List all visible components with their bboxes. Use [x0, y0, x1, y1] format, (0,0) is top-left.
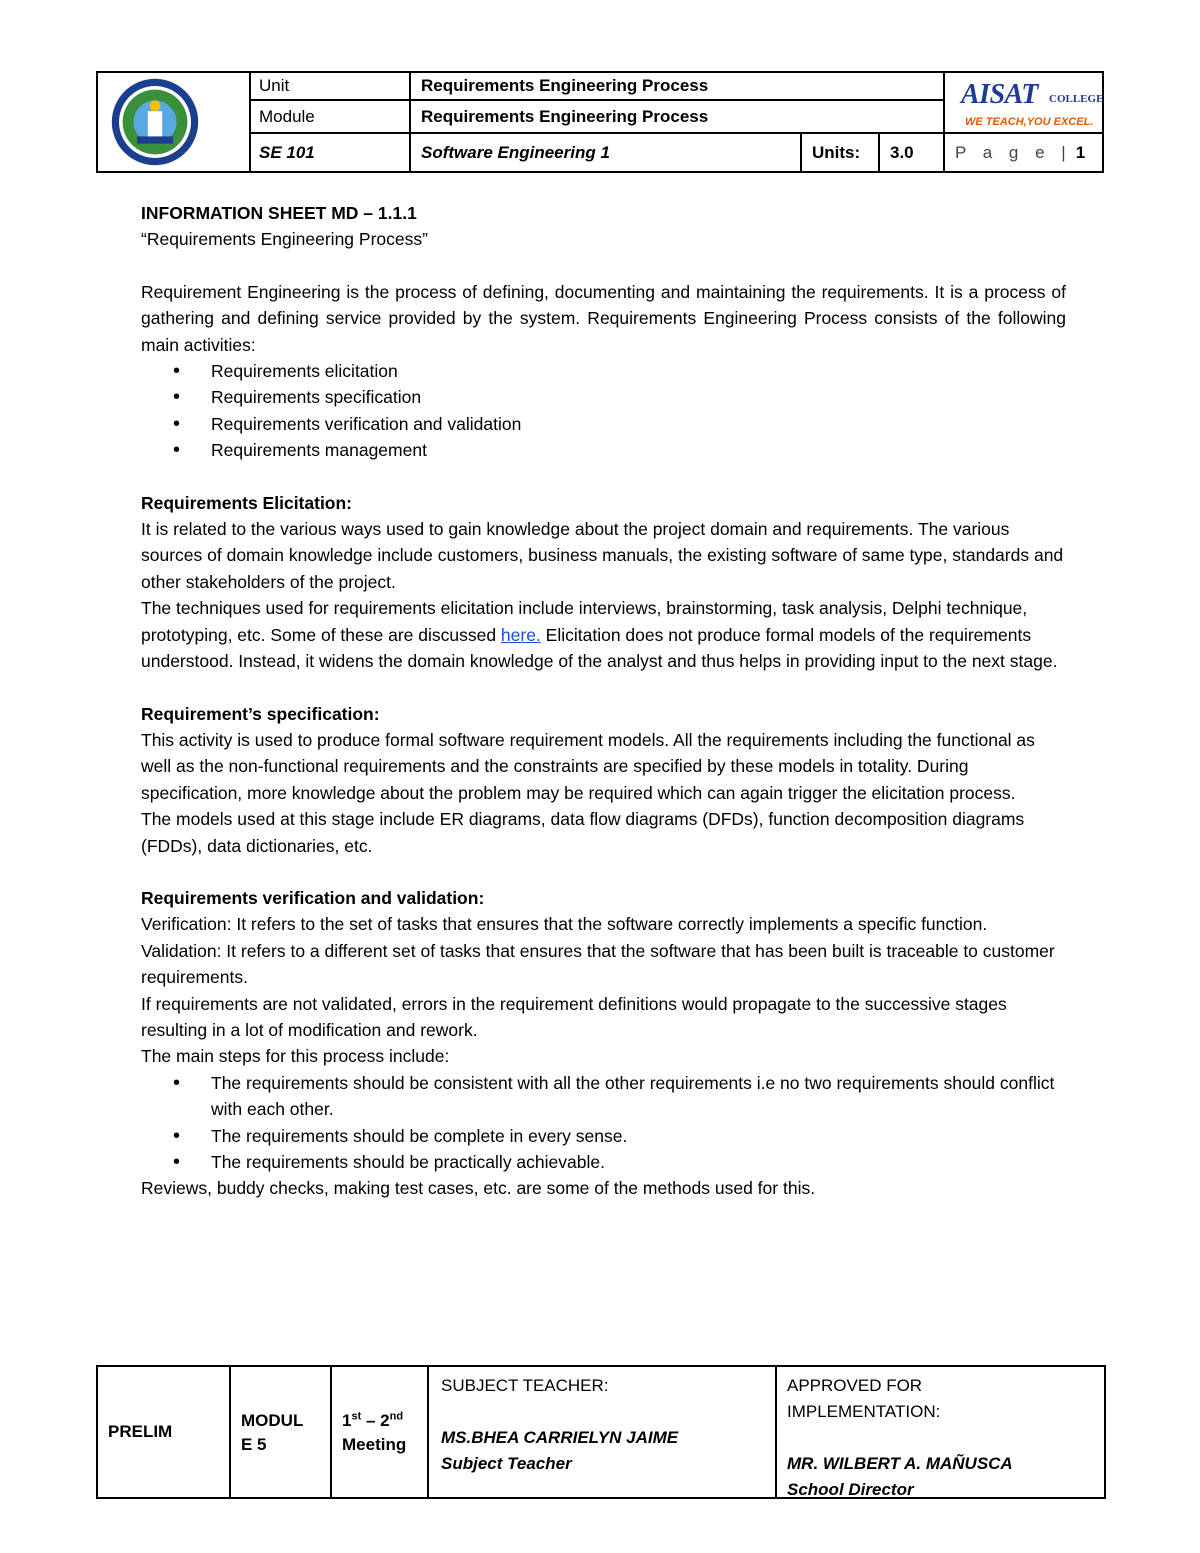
page-label: P a g e | [955, 142, 1072, 162]
meeting-cell [332, 1367, 429, 1497]
specification-heading: Requirement’s specification: [141, 703, 380, 724]
intro-paragraph: Requirement Engineering is the process of defining, documenting and maintaining the requirements. It is a process of gathering and defining service provided by the system. Requirements Engineering Process consists of the following main activities: [141, 281, 1066, 355]
teacher-name: MS.BHEA CARRIELYN JAIME [441, 1428, 679, 1447]
module-text-a: MODUL [241, 1411, 304, 1430]
verification-heading: Requirements verification and validation: [141, 887, 485, 908]
director-name: MR. WILBERT A. MAÑUSCA [787, 1454, 1013, 1473]
document-footer [96, 1365, 1106, 1499]
module-text-b: E 5 [241, 1435, 267, 1454]
list-item: • Requirements elicitation [141, 358, 1066, 384]
aisat-logo [945, 73, 1102, 134]
unit-label: Unit [249, 73, 411, 99]
verification-paragraph: Verification: It refers to the set of tasks that ensures that the software correctly implements a specific function. [141, 914, 988, 935]
page-number: 1 [1075, 142, 1086, 162]
list-item: • The requirements should be practically achievable. [141, 1149, 1066, 1175]
elicitation-text-before: The techniques used for requirements elicitation include interviews, brainstorming, task analysis, Delphi technique, prototyping, etc. Some of these are discussed [141, 598, 1028, 645]
header-row-module [249, 101, 943, 134]
unit-value: Requirements Engineering Process [421, 76, 709, 95]
university-seal-icon [110, 77, 200, 167]
meeting-word: Meeting [342, 1435, 407, 1454]
meeting-dash: – 2 [361, 1411, 390, 1430]
closing-paragraph: Reviews, buddy checks, making test cases, etc. are some of the methods used for this. [141, 1178, 816, 1199]
list-item: • Requirements management [141, 437, 1066, 463]
brand-suffix: COLLEGE [1049, 93, 1104, 105]
course-title: Software Engineering 1 [411, 134, 802, 171]
specification-paragraph-2: The models used at this stage include ER diagrams, data flow diagrams (DFDs), function decomposition diagrams (FDDs), data dictionaries, etc. [141, 809, 1025, 856]
header-row-course [249, 134, 943, 171]
brand-tagline: WE TEACH,YOU EXCEL. [965, 116, 1094, 128]
teacher-label: SUBJECT TEACHER: [441, 1376, 609, 1395]
director-role: School Director [787, 1480, 914, 1499]
list-item: • The requirements should be consistent with all the other requirements i.e no two requirements should conflict with each other. [141, 1070, 1066, 1123]
elicitation-paragraph-1: It is related to the various ways used to gain knowledge about the project domain and requirements. The various sources of domain knowledge include customers, business manuals, the existing software of same type, standards and other stakeholders of the project. [141, 519, 1064, 592]
specification-paragraph-1: This activity is used to produce formal software requirement models. All the requirements including the functional as well as the non-functional requirements and the constraints are specified by these models in totality. During specification, more knowledge about the problem may be required which can again trigger the elicitation process. [141, 729, 1035, 803]
list-item: • The requirements should be complete in every sense. [141, 1123, 1066, 1149]
list-item: • Requirements verification and validation [141, 411, 1066, 437]
meeting-first: 1 [342, 1411, 352, 1430]
elicitation-text-after: Elicitation does not produce formal models of the requirements understood. Instead, it widens the domain knowledge of the analyst and thus helps in providing input to the next stage. [141, 624, 1058, 672]
meeting-range [342, 1409, 427, 1433]
document-header [96, 71, 1104, 173]
module-cell [231, 1367, 332, 1497]
module-label: Module [249, 101, 411, 132]
units-value: 3.0 [890, 142, 914, 162]
approval-cell [777, 1367, 1104, 1497]
header-grid [249, 73, 943, 171]
meeting-first-sup: st [351, 1410, 362, 1423]
teacher-cell [429, 1367, 777, 1497]
propagation-paragraph: If requirements are not validated, errors in the requirement definitions would propagate to the successive stages resulting in a lot of modification and rework. [141, 993, 1007, 1040]
header-row-unit [249, 73, 943, 101]
brand-name: AISAT [961, 79, 1038, 110]
university-seal-cell [98, 73, 251, 171]
teacher-role: Subject Teacher [441, 1454, 572, 1473]
page-number-cell [945, 134, 1102, 171]
term-label: PRELIM [108, 1422, 173, 1441]
header-right [943, 73, 1102, 171]
here-link[interactable]: here. [500, 624, 541, 645]
list-item: • Requirements specification [141, 384, 1066, 410]
sheet-subtitle: “Requirements Engineering Process” [141, 229, 428, 250]
meeting-second-sup: nd [389, 1410, 404, 1423]
steps-list [141, 1070, 1066, 1176]
term-cell [98, 1367, 231, 1497]
validation-paragraph: Validation: It refers to a different set of tasks that ensures that the software that has been built is traceable to customer requirements. [141, 940, 1055, 988]
approval-label: APPROVED FOR IMPLEMENTATION: [787, 1376, 941, 1421]
elicitation-paragraph-2 [141, 595, 1066, 674]
module-value: Requirements Engineering Process [421, 106, 709, 126]
units-label: Units: [802, 134, 880, 171]
sheet-title: INFORMATION SHEET MD – 1.1.1 [141, 203, 417, 223]
elicitation-heading: Requirements Elicitation: [141, 492, 353, 513]
activities-list [141, 358, 1066, 464]
course-code: SE 101 [249, 134, 411, 171]
information-sheet-body [141, 200, 1066, 1202]
steps-intro: The main steps for this process include: [141, 1046, 450, 1067]
